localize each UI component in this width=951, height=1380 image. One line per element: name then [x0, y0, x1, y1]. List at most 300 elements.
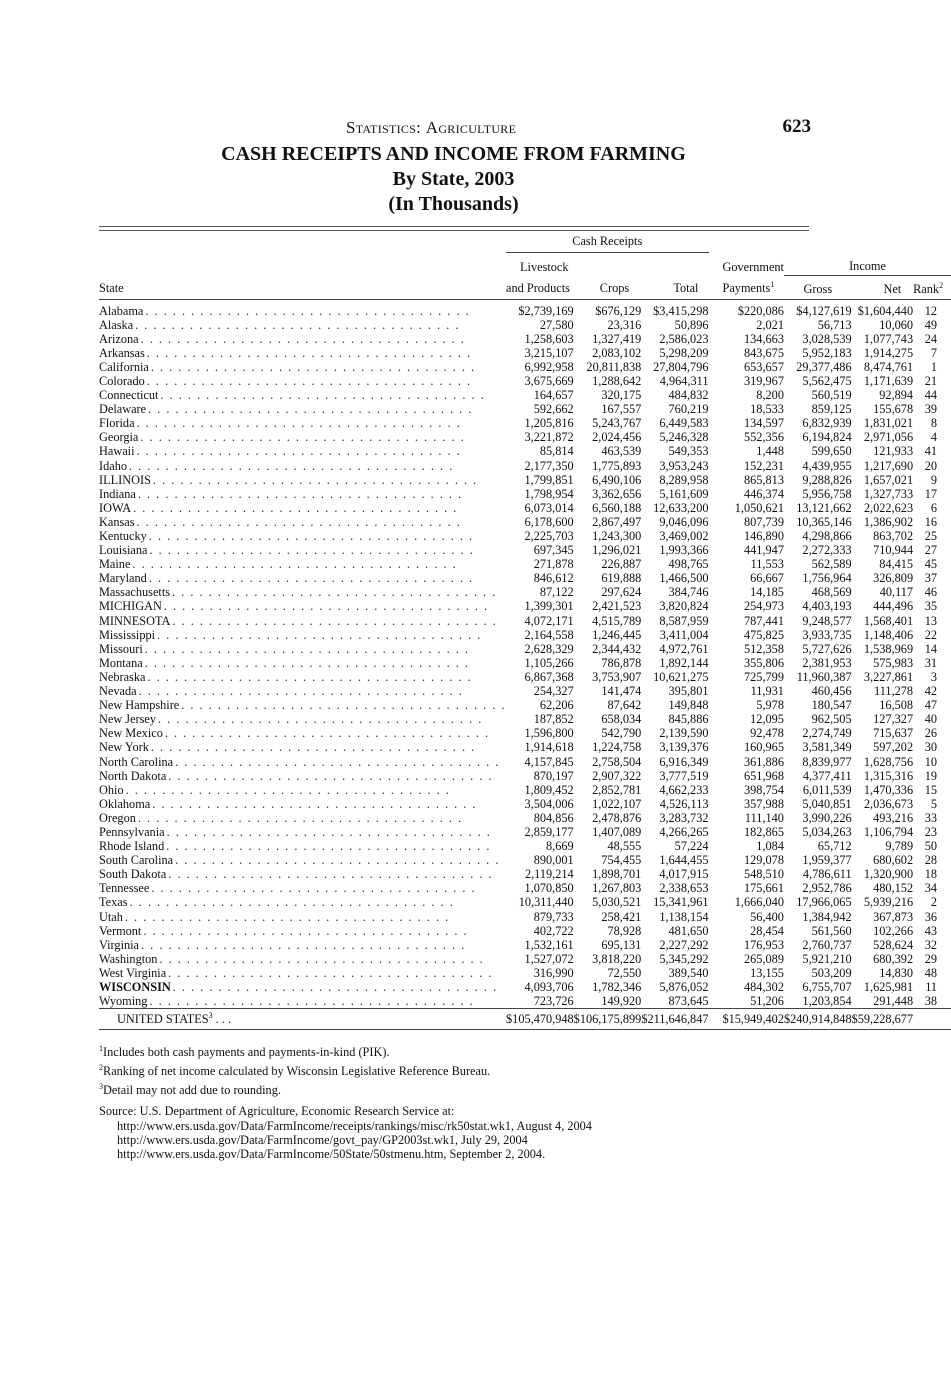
- crops-cell: 2,867,497: [592, 514, 642, 529]
- leader-dots: [132, 557, 506, 571]
- gov-cell: 160,965: [744, 740, 784, 755]
- livestock-cell: 4,072,171: [524, 613, 574, 628]
- state-cell: [99, 473, 506, 487]
- total-cell: 6,449,583: [659, 416, 709, 431]
- farm-income-table: [99, 234, 951, 1030]
- table-row: [99, 529, 951, 543]
- table-row: [99, 599, 951, 613]
- table-row: [99, 374, 951, 388]
- total-cell: 498,765: [668, 557, 709, 572]
- rank-cell: 32: [924, 937, 938, 952]
- net-cell: 1,106,794: [863, 824, 914, 839]
- state-name: North Dakota: [99, 768, 167, 783]
- header-government-payments: [709, 275, 784, 299]
- table-row: [99, 994, 951, 1009]
- rank-cell: 38: [924, 994, 938, 1009]
- net-cell: 1,625,981: [863, 980, 914, 994]
- state-name: WISCONSIN: [99, 980, 171, 994]
- table-row: [99, 698, 951, 712]
- livestock-cell: 62,206: [539, 698, 574, 713]
- crops-cell: 2,907,322: [592, 768, 642, 783]
- gross-cell: 65,712: [817, 839, 852, 854]
- footnote-ref-2: 2: [939, 280, 944, 290]
- crops-cell: 754,455: [601, 853, 642, 868]
- state-cell: [99, 346, 506, 360]
- state-cell: [99, 571, 506, 585]
- header-rank: [913, 275, 951, 299]
- gov-cell: 552,356: [744, 430, 784, 445]
- rank-cell: 16: [924, 514, 938, 529]
- crops-cell: 2,421,523: [592, 599, 642, 614]
- gov-cell: 441,947: [744, 543, 784, 558]
- livestock-cell: 6,867,368: [524, 669, 574, 684]
- state-cell: [99, 980, 506, 994]
- crops-cell: 2,758,504: [592, 754, 642, 769]
- total-gross: $240,914,848: [784, 1009, 852, 1030]
- rank-cell: 6: [930, 500, 938, 515]
- gross-cell: 503,209: [811, 965, 852, 980]
- total-cell: 3,469,002: [659, 529, 709, 543]
- gross-cell: 17,966,065: [796, 895, 852, 910]
- total-cell: 4,972,761: [659, 641, 709, 656]
- gross-cell: 2,274,749: [802, 726, 852, 741]
- gross-cell: 11,960,387: [796, 669, 852, 684]
- total-cell: 2,338,653: [659, 881, 709, 896]
- page-number: 623: [782, 116, 811, 137]
- leader-dots: [158, 712, 506, 726]
- total-label-text: UNITED STATES: [117, 1012, 209, 1027]
- crops-cell: 1,782,346: [592, 980, 642, 994]
- state-name: New Hampshire: [99, 698, 180, 713]
- leader-dots: [175, 755, 506, 769]
- gross-cell: 4,377,411: [802, 768, 852, 783]
- crops-cell: 1,022,107: [592, 796, 642, 811]
- gross-cell: 10,365,146: [796, 514, 852, 529]
- gov-cell: 2,021: [756, 317, 784, 332]
- crops-cell: 542,790: [601, 726, 642, 741]
- state-cell: [99, 712, 506, 726]
- crops-cell: 78,928: [607, 923, 642, 938]
- livestock-cell: 271,878: [533, 557, 574, 572]
- gross-cell: 3,990,226: [802, 810, 852, 825]
- state-cell: [99, 515, 506, 529]
- rank-cell: 35: [924, 599, 938, 614]
- livestock-cell: 187,852: [533, 712, 574, 727]
- crops-cell: 1,775,893: [592, 458, 642, 473]
- crops-cell: 5,030,521: [592, 895, 642, 910]
- leader-dots: [126, 783, 506, 797]
- net-cell: 326,809: [873, 571, 914, 586]
- total-cell: 760,219: [668, 402, 709, 417]
- table-row: [99, 628, 951, 642]
- state-name: Idaho: [99, 458, 127, 473]
- state-cell: [99, 769, 506, 783]
- header-gross: Gross: [784, 275, 852, 299]
- leader-dots: [164, 599, 506, 613]
- state-name: Maryland: [99, 571, 147, 586]
- total-cell: 4,662,233: [659, 782, 709, 797]
- total-cell: 2,227,292: [659, 937, 709, 952]
- state-name: Indiana: [99, 486, 136, 501]
- gross-cell: 1,384,942: [802, 909, 852, 924]
- livestock-cell: 87,122: [539, 585, 574, 600]
- crops-cell: 1,898,701: [592, 867, 642, 882]
- net-cell: $1,604,440: [857, 303, 914, 318]
- gross-cell: 6,832,939: [802, 416, 852, 431]
- table-row: [99, 783, 951, 797]
- state-name: Georgia: [99, 430, 139, 445]
- livestock-cell: 254,327: [533, 684, 574, 699]
- gross-cell: 599,650: [811, 444, 852, 459]
- state-cell: [99, 698, 506, 712]
- table-row: [99, 839, 951, 853]
- table-row: [99, 473, 951, 487]
- leader-dots: [167, 825, 506, 839]
- leader-dots: [135, 318, 506, 332]
- gross-cell: 1,756,964: [802, 571, 852, 586]
- gov-cell: 787,441: [744, 613, 784, 628]
- header-state: State: [99, 275, 506, 299]
- header-total: Total: [641, 275, 708, 299]
- source-note: [99, 1104, 819, 1161]
- total-cell: 3,139,376: [659, 740, 709, 755]
- leader-dots: [137, 444, 507, 458]
- net-cell: 10,060: [879, 317, 914, 332]
- total-cell: 3,411,004: [659, 627, 709, 642]
- net-cell: 1,914,275: [863, 345, 914, 360]
- livestock-cell: 1,532,161: [524, 937, 574, 952]
- state-name: MINNESOTA: [99, 613, 171, 628]
- gross-cell: 4,439,955: [802, 458, 852, 473]
- gov-cell: 398,754: [744, 782, 784, 797]
- state-cell: [99, 543, 506, 557]
- state-cell: [99, 459, 506, 473]
- table-row: [99, 797, 951, 811]
- rank-cell: 30: [924, 740, 938, 755]
- footnote-2-text: Ranking of net income calculated by Wisconsin Legislative Reference Bureau.: [103, 1064, 491, 1078]
- table-row: [99, 853, 951, 867]
- state-name: Montana: [99, 655, 143, 670]
- gov-cell: 13,155: [750, 965, 784, 980]
- leader-dots: [140, 430, 506, 444]
- gross-cell: 6,194,824: [802, 430, 852, 445]
- total-cell: 4,266,265: [659, 824, 709, 839]
- crops-cell: 1,327,419: [592, 331, 642, 346]
- leader-dots: [166, 839, 506, 853]
- total-cell: 1,892,144: [659, 655, 709, 670]
- rank-cell: 4: [930, 430, 938, 445]
- livestock-cell: 2,177,350: [524, 458, 574, 473]
- gross-cell: 180,547: [811, 698, 852, 713]
- net-cell: 680,392: [873, 951, 914, 966]
- livestock-cell: 2,225,703: [524, 529, 574, 543]
- footnote-3-mark: 3: [99, 1082, 103, 1091]
- net-cell: 1,831,021: [863, 416, 914, 431]
- leader-dots: [147, 670, 506, 684]
- state-name: Tennessee: [99, 881, 150, 896]
- leader-dots: [145, 642, 506, 656]
- livestock-cell: 316,990: [533, 965, 574, 980]
- livestock-cell: 697,345: [533, 543, 574, 558]
- table-row: [99, 360, 951, 374]
- gov-cell: 355,806: [744, 655, 784, 670]
- state-cell: [99, 994, 506, 1009]
- state-name: Texas: [99, 895, 128, 910]
- section-separator: :: [416, 118, 426, 137]
- leader-dots: [148, 402, 506, 416]
- gov-cell: 12,095: [750, 712, 784, 727]
- livestock-cell: 3,215,107: [524, 345, 574, 360]
- state-cell: [99, 924, 506, 938]
- total-cell: 1,644,455: [659, 853, 709, 868]
- state-name: Oklahoma: [99, 796, 151, 811]
- gross-cell: 2,952,786: [802, 881, 852, 896]
- net-cell: 111,278: [874, 684, 914, 699]
- crops-cell: 1,288,642: [592, 373, 642, 388]
- source-url-1: http://www.ers.usda.gov/Data/FarmIncome/receipts/rankings/misc/rk50stat.wk1, August 4, 2004: [117, 1119, 592, 1133]
- net-cell: 291,448: [873, 994, 914, 1009]
- table-row: [99, 938, 951, 952]
- total-cell: 57,224: [674, 839, 709, 854]
- gov-cell: 146,890: [744, 529, 784, 543]
- net-cell: 1,327,733: [863, 486, 914, 501]
- state-name: Wyoming: [99, 994, 148, 1009]
- state-cell: [99, 656, 506, 670]
- gross-cell: 5,956,758: [802, 486, 852, 501]
- livestock-cell: 6,992,958: [524, 359, 574, 374]
- rank-cell: 15: [924, 782, 938, 797]
- state-cell: [99, 402, 506, 416]
- state-name: Utah: [99, 909, 123, 924]
- leader-dots: [173, 980, 506, 994]
- net-cell: 1,538,969: [863, 641, 914, 656]
- net-cell: 1,628,756: [863, 754, 914, 769]
- gross-cell: 561,560: [811, 923, 852, 938]
- rank-cell: 43: [924, 923, 938, 938]
- livestock-cell: $2,739,169: [518, 303, 574, 318]
- total-cell: 10,621,275: [653, 669, 709, 684]
- rank-cell: 13: [924, 613, 938, 628]
- source-label: Source: U.S. Department of Agriculture, Economic Research Service at:: [99, 1104, 455, 1118]
- rank-cell: 25: [924, 529, 938, 543]
- livestock-cell: 3,221,872: [524, 430, 574, 445]
- crops-cell: 619,888: [601, 571, 642, 586]
- livestock-cell: 1,399,301: [524, 599, 574, 614]
- footnote-1-mark: 1: [99, 1044, 103, 1053]
- livestock-cell: 846,612: [533, 571, 574, 586]
- footnote-ref-3: 3: [208, 1011, 213, 1021]
- total-cell: 27,804,796: [653, 359, 709, 374]
- state-name: Kansas: [99, 514, 135, 529]
- net-cell: 16,508: [879, 698, 914, 713]
- total-cell: 3,953,243: [659, 458, 709, 473]
- gov-cell: 807,739: [744, 514, 784, 529]
- state-name: South Dakota: [99, 867, 167, 882]
- leader-dots: [141, 938, 506, 952]
- total-cell: 873,645: [668, 994, 709, 1009]
- rank-cell: 5: [930, 796, 938, 811]
- rank-cell: 22: [924, 627, 938, 642]
- state-cell: [99, 684, 506, 698]
- rank-cell: 46: [924, 585, 938, 600]
- table-row: [99, 769, 951, 783]
- state-name: North Carolina: [99, 754, 174, 769]
- leader-dots: [143, 924, 506, 938]
- table-row: [99, 402, 951, 416]
- gross-cell: 5,040,851: [802, 796, 852, 811]
- gross-cell: 6,011,539: [802, 782, 852, 797]
- crops-cell: $676,129: [595, 303, 642, 318]
- running-head: [0, 58, 907, 137]
- gov-cell: 5,978: [756, 698, 784, 713]
- gov-cell: 8,200: [756, 388, 784, 403]
- net-cell: 597,202: [873, 740, 914, 755]
- crops-cell: 1,224,758: [592, 740, 642, 755]
- gross-cell: $4,127,619: [796, 303, 852, 318]
- table-row: [99, 881, 951, 895]
- total-label: [99, 1009, 506, 1030]
- livestock-cell: 890,001: [533, 853, 574, 868]
- state-name: New York: [99, 740, 149, 755]
- state-cell: [99, 670, 506, 684]
- state-cell: [99, 614, 506, 628]
- total-cell: 395,801: [668, 684, 709, 699]
- state-cell: [99, 416, 506, 430]
- state-cell: [99, 797, 506, 811]
- gov-cell: 475,825: [744, 627, 784, 642]
- table-row: [99, 444, 951, 458]
- leader-dots: [138, 487, 506, 501]
- livestock-cell: 1,799,851: [524, 472, 574, 487]
- crops-cell: 48,555: [607, 839, 642, 854]
- leader-dots: [141, 332, 506, 346]
- crops-cell: 1,407,089: [592, 824, 642, 839]
- source-url-3: http://www.ers.usda.gov/Data/FarmIncome/50State/50stmenu.htm, September 2, 2004.: [117, 1147, 546, 1161]
- crops-cell: 695,131: [601, 937, 642, 952]
- state-name: Kentucky: [99, 529, 147, 543]
- livestock-cell: 2,119,214: [524, 867, 574, 882]
- state-name: South Carolina: [99, 853, 174, 868]
- state-name: Arkansas: [99, 345, 145, 360]
- net-cell: 575,983: [873, 655, 914, 670]
- total-total: $211,646,847: [641, 1009, 708, 1030]
- leader-dots: [129, 459, 506, 473]
- state-cell: [99, 360, 506, 374]
- crops-cell: 1,267,803: [592, 881, 642, 896]
- gross-cell: 3,028,539: [802, 331, 852, 346]
- leader-dots: [150, 543, 507, 557]
- gross-cell: 5,952,183: [802, 345, 852, 360]
- leader-dots: [149, 571, 506, 585]
- rank-cell: 24: [924, 331, 938, 346]
- net-cell: 367,873: [873, 909, 914, 924]
- state-name: Alaska: [99, 317, 134, 332]
- leader-dots: [151, 360, 506, 374]
- total-cell: 481,650: [668, 923, 709, 938]
- state-name: Alabama: [99, 303, 144, 318]
- state-name: Rhode Island: [99, 839, 165, 854]
- livestock-cell: 2,164,558: [524, 627, 574, 642]
- net-cell: 1,148,406: [863, 627, 914, 642]
- source-url-2: http://www.ers.usda.gov/Data/FarmIncome/govt_pay/GP2003st.wk1, July 29, 2004: [117, 1133, 528, 1147]
- gov-cell: 1,448: [756, 444, 784, 459]
- state-name: ILLINOIS: [99, 472, 151, 487]
- total-cell: 549,353: [668, 444, 709, 459]
- leader-dots: [130, 895, 507, 909]
- state-cell: [99, 867, 506, 881]
- state-cell: [99, 910, 506, 924]
- state-cell: [99, 628, 506, 642]
- leader-dots: [172, 585, 506, 599]
- crops-cell: 463,539: [601, 444, 642, 459]
- state-name: Nevada: [99, 684, 137, 699]
- total-cell: 12,633,200: [653, 500, 709, 515]
- total-cell: 484,832: [668, 388, 709, 403]
- livestock-cell: 1,105,266: [524, 655, 574, 670]
- gov-cell: 254,973: [744, 599, 784, 614]
- gross-cell: 8,839,977: [802, 754, 852, 769]
- table-row: [99, 726, 951, 740]
- table-row: [99, 332, 951, 346]
- leader-dots: [168, 966, 506, 980]
- state-name: Oregon: [99, 810, 136, 825]
- gross-cell: 962,505: [811, 712, 852, 727]
- net-cell: 1,217,690: [863, 458, 914, 473]
- leader-dots: [153, 473, 506, 487]
- state-name: Missouri: [99, 641, 143, 656]
- gov-cell: 843,675: [744, 345, 784, 360]
- livestock-cell: 592,662: [533, 402, 574, 417]
- livestock-cell: 804,856: [533, 810, 574, 825]
- net-cell: 528,624: [873, 937, 914, 952]
- table-row: [99, 684, 951, 698]
- footnote-1: [99, 1045, 819, 1060]
- rank-cell: 1: [930, 359, 938, 374]
- net-cell: 121,933: [873, 444, 914, 459]
- header-government-top: Government: [722, 259, 784, 274]
- gov-cell: 134,663: [744, 331, 784, 346]
- livestock-cell: 879,733: [533, 909, 574, 924]
- gross-cell: 5,921,210: [802, 951, 852, 966]
- footnote-3: [99, 1083, 819, 1098]
- table-row: [99, 430, 951, 444]
- crops-cell: 141,474: [601, 684, 642, 699]
- leader-dots: [151, 740, 506, 754]
- net-cell: 84,415: [879, 557, 914, 572]
- header-livestock-bottom: and Products: [506, 275, 574, 299]
- crops-cell: 3,818,220: [592, 951, 642, 966]
- total-cell: 2,139,590: [659, 726, 709, 741]
- net-cell: 3,227,861: [863, 669, 914, 684]
- gov-cell: 111,140: [744, 810, 784, 825]
- total-leader-dots: . . .: [215, 1012, 232, 1027]
- gov-cell: $220,086: [737, 303, 784, 318]
- net-cell: 14,830: [879, 965, 914, 980]
- rank-cell: 37: [924, 571, 938, 586]
- state-cell: [99, 952, 506, 966]
- gross-cell: 4,403,193: [802, 599, 852, 614]
- livestock-cell: 8,669: [546, 839, 574, 854]
- gov-cell: 66,667: [750, 571, 784, 586]
- livestock-cell: 2,859,177: [524, 824, 574, 839]
- rank-cell: 50: [924, 839, 938, 854]
- state-name: Vermont: [99, 923, 142, 938]
- leader-dots: [137, 515, 507, 529]
- state-name: Delaware: [99, 402, 147, 417]
- gross-cell: 562,589: [811, 557, 852, 572]
- state-cell: [99, 853, 506, 867]
- gov-cell: 725,799: [744, 669, 784, 684]
